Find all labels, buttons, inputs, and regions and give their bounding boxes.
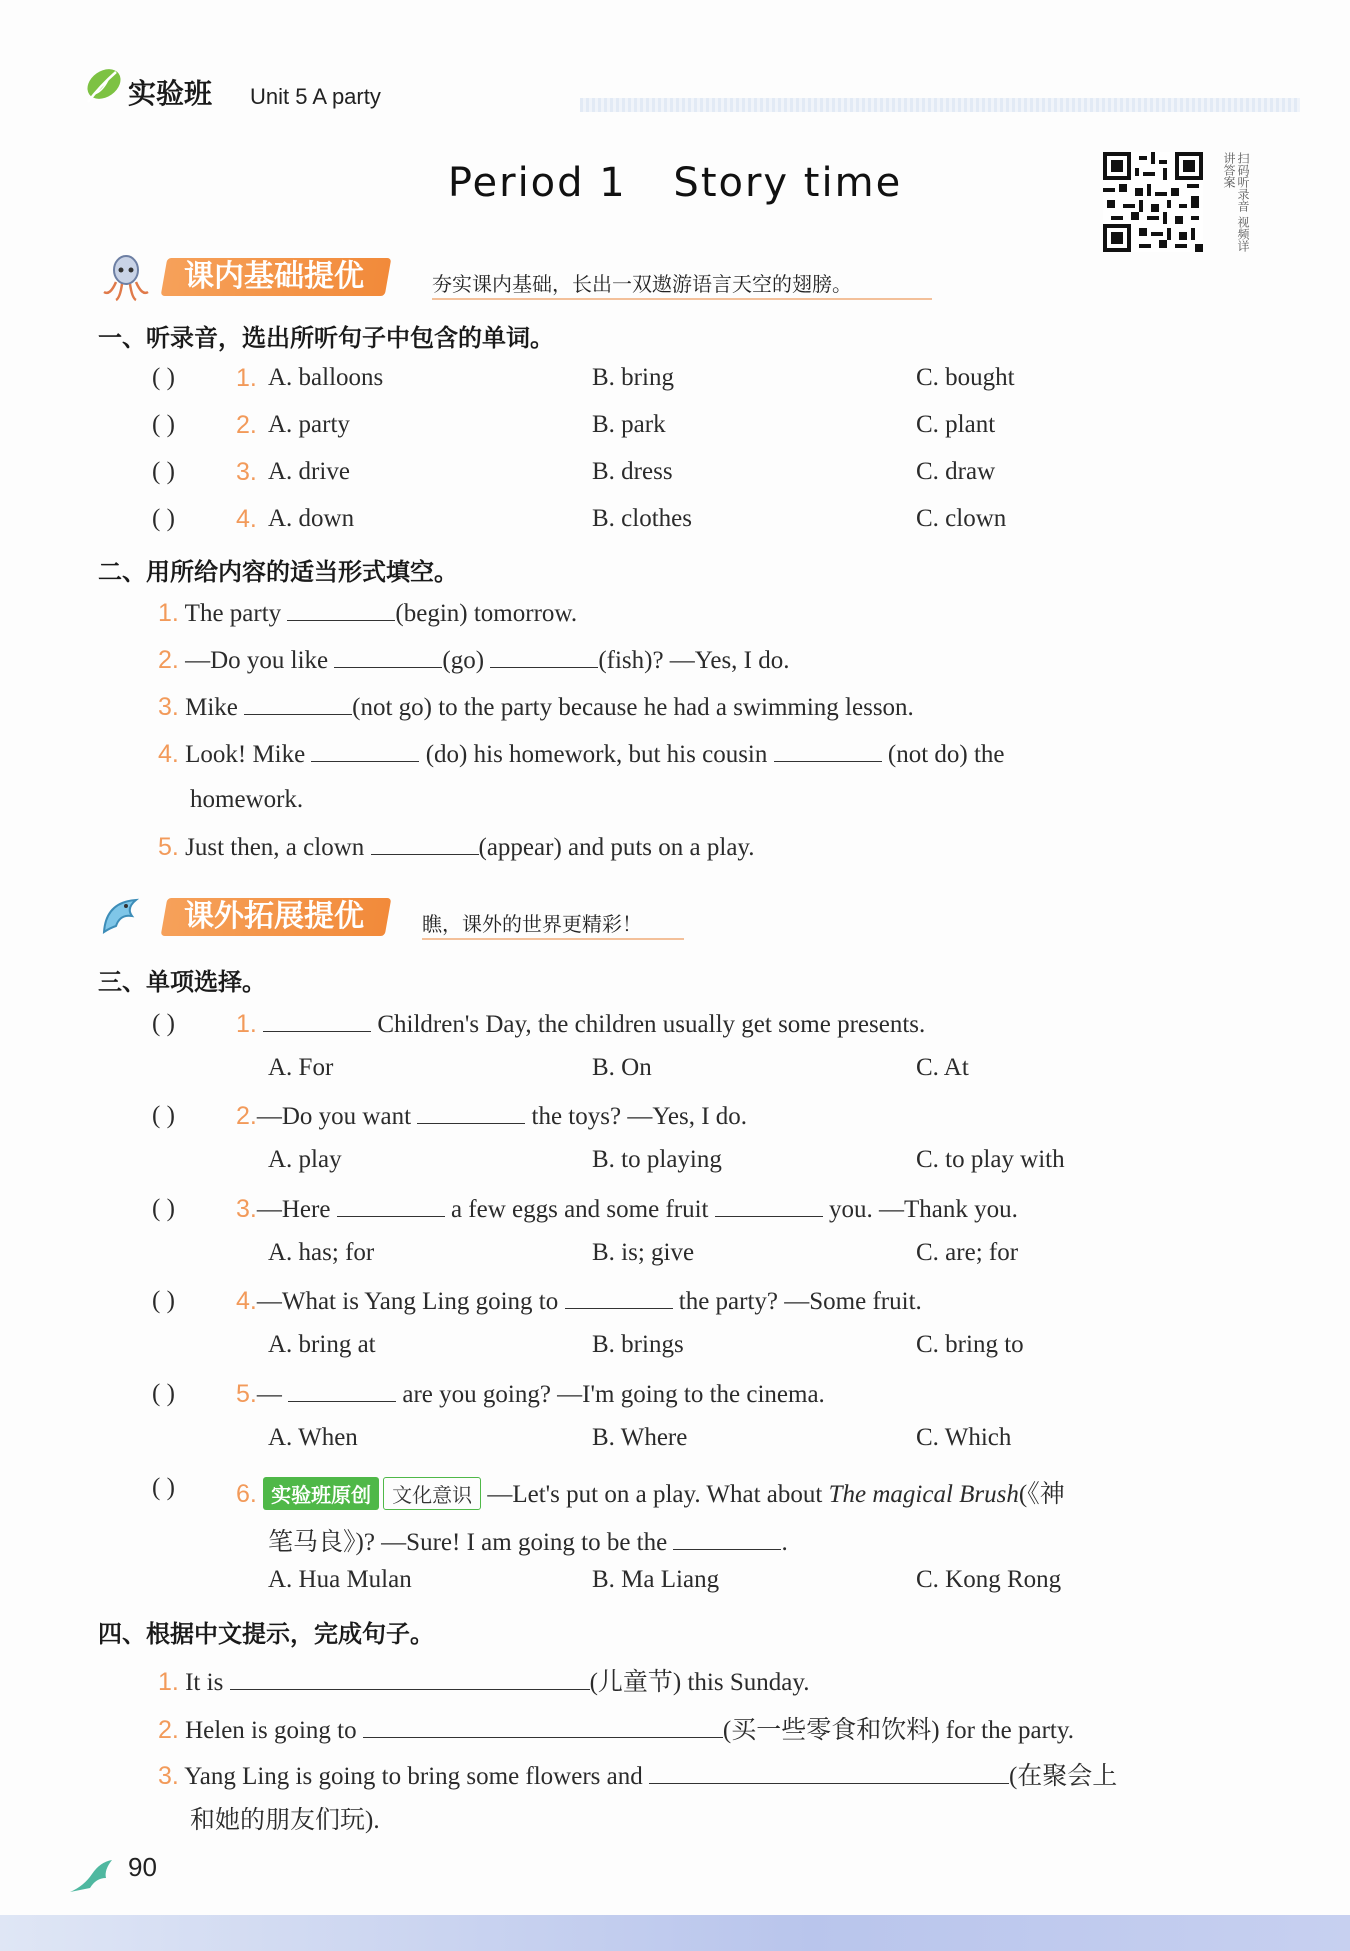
question-heading: 二、用所给内容的适当形式填空。 (98, 558, 458, 586)
question-heading: 三、单项选择。 (98, 968, 266, 996)
fill-sentence: 3. Mike (not go) to the party because he had a swimming lesson. (158, 693, 914, 721)
option-c[interactable]: C. bought (916, 364, 1015, 391)
option-b[interactable]: B. clothes (592, 505, 692, 532)
question-number: 4. (236, 505, 257, 533)
fill-sentence: 4. Look! Mike (do) his homework, but his cousin (not do) the (158, 740, 1005, 768)
question-heading: 四、根据中文提示，完成句子。 (98, 1620, 434, 1648)
fill-sentence: 2. —Do you like (go) (fish)? —Yes, I do. (158, 646, 790, 674)
option-c[interactable]: C. to play with (916, 1146, 1065, 1173)
header-decor-band (580, 98, 1300, 112)
answer-blank[interactable] (417, 1122, 525, 1124)
fill-sentence: 5. Just then, a clown (appear) and puts on a play. (158, 833, 755, 861)
page-number: 90 (128, 1852, 157, 1882)
choice-stem: 5.— are you going? —I'm going to the cinema. (236, 1380, 825, 1408)
question-heading: 一、听录音，选出所听句子中包含的单词。 (98, 324, 554, 352)
answer-blank[interactable] (287, 619, 395, 621)
answer-blank[interactable] (490, 666, 598, 668)
translate-sentence: 1. It is (儿童节) this Sunday. (158, 1668, 810, 1696)
fill-sentence: 1. The party (begin) tomorrow. (158, 599, 578, 627)
section-label: 课内基础提优 (161, 258, 392, 296)
answer-paren[interactable]: ( ) (152, 1380, 175, 1407)
title-period: Period 1 (447, 160, 627, 206)
translate-sentence-continued: 和她的朋友们玩). (190, 1807, 380, 1834)
answer-paren[interactable]: ( ) (152, 1474, 175, 1501)
section-subtitle: 瞧，课外的世界更精彩！ (422, 912, 642, 936)
choice-stem: 4.—What is Yang Ling going to the party? —Some fruit. (236, 1287, 922, 1315)
footer-decor-band (0, 1915, 1350, 1951)
option-c[interactable]: C. Kong Rong (916, 1566, 1062, 1593)
bird-leaf-icon (66, 1856, 116, 1896)
option-a[interactable]: A. Hua Mulan (268, 1566, 412, 1593)
answer-paren[interactable]: ( ) (152, 1287, 175, 1314)
fill-sentence-continued: homework. (190, 786, 304, 813)
answer-blank[interactable] (673, 1548, 781, 1550)
answer-blank[interactable] (363, 1736, 723, 1738)
option-b[interactable]: B. brings (592, 1331, 684, 1358)
answer-blank[interactable] (337, 1215, 445, 1217)
divider (432, 298, 932, 300)
option-c[interactable]: C. clown (916, 505, 1007, 532)
question-number: 2. (236, 411, 257, 439)
option-b[interactable]: B. On (592, 1054, 652, 1081)
answer-paren[interactable]: ( ) (152, 364, 175, 391)
translate-sentence: 2. Helen is going to (买一些零食和饮料) for the party. (158, 1716, 1074, 1744)
dolphin-mascot-icon (96, 892, 156, 944)
answer-paren[interactable]: ( ) (152, 411, 175, 438)
option-c[interactable]: C. bring to (916, 1331, 1024, 1358)
option-c[interactable]: C. Which (916, 1424, 1012, 1451)
original-tag: 实验班原创 (263, 1477, 379, 1510)
culture-tag: 文化意识 (383, 1477, 481, 1510)
option-a[interactable]: A. has; for (268, 1239, 375, 1266)
option-c[interactable]: C. plant (916, 411, 996, 438)
answer-blank[interactable] (288, 1400, 396, 1402)
option-a[interactable]: A. party (268, 411, 350, 438)
option-b[interactable]: B. Ma Liang (592, 1566, 720, 1593)
answer-blank[interactable] (565, 1307, 673, 1309)
question-number: 3. (236, 458, 257, 486)
answer-blank[interactable] (311, 760, 419, 762)
section-label: 课外拓展提优 (161, 898, 392, 936)
section-banner-basic (96, 252, 936, 302)
section-subtitle: 夯实课内基础，长出一双遨游语言天空的翅膀。 (432, 272, 852, 296)
choice-stem: 1. Children's Day, the children usually get some presents. (236, 1010, 926, 1038)
answer-paren[interactable]: ( ) (152, 1195, 175, 1222)
option-a[interactable]: A. When (268, 1424, 358, 1451)
choice-stem: 6. 实验班原创 文化意识 —Let's put on a play. What about The magical Brush(《神 (236, 1474, 1065, 1510)
option-a[interactable]: A. drive (268, 458, 350, 485)
option-b[interactable]: B. Where (592, 1424, 688, 1451)
squid-mascot-icon (96, 252, 156, 304)
choice-stem: 3.—Here a few eggs and some fruit you. —Thank you. (236, 1195, 1018, 1223)
qr-code-icon[interactable] (1103, 152, 1203, 252)
answer-blank[interactable] (263, 1030, 371, 1032)
option-c[interactable]: C. At (916, 1054, 969, 1081)
answer-blank[interactable] (244, 713, 352, 715)
brand-name: 实验班 (128, 77, 213, 110)
answer-blank[interactable] (715, 1215, 823, 1217)
section-banner-extended (96, 892, 696, 942)
option-a[interactable]: A. play (268, 1146, 342, 1173)
page-header (80, 62, 1310, 122)
option-b[interactable]: B. dress (592, 458, 673, 485)
title-story-time: Story time (673, 160, 903, 206)
option-a[interactable]: A. balloons (268, 364, 384, 391)
option-a[interactable]: A. down (268, 505, 355, 532)
answer-blank[interactable] (371, 853, 479, 855)
option-b[interactable]: B. bring (592, 364, 674, 391)
choice-stem-continued: 笔马良》)? —Sure! I am going to be the . (268, 1529, 788, 1556)
divider (422, 938, 684, 940)
choice-stem: 2.—Do you want the toys? —Yes, I do. (236, 1102, 748, 1130)
answer-blank[interactable] (774, 760, 882, 762)
option-a[interactable]: A. For (268, 1054, 334, 1081)
answer-paren[interactable]: ( ) (152, 1102, 175, 1129)
option-b[interactable]: B. is; give (592, 1239, 695, 1266)
unit-title: Unit 5 A party (250, 84, 381, 109)
answer-blank[interactable] (230, 1688, 590, 1690)
option-b[interactable]: B. park (592, 411, 666, 438)
answer-paren[interactable]: ( ) (152, 505, 175, 532)
option-c[interactable]: C. draw (916, 458, 996, 485)
leaf-logo-icon (80, 64, 124, 108)
option-a[interactable]: A. bring at (268, 1331, 376, 1358)
translate-sentence: 3. Yang Ling is going to bring some flowers and (在聚会上 (158, 1762, 1118, 1790)
question-number: 1. (236, 364, 257, 392)
answer-blank[interactable] (649, 1782, 1009, 1784)
option-b[interactable]: B. to playing (592, 1146, 722, 1173)
qr-caption: 扫码听录音 视频详讲答案 (1222, 152, 1250, 252)
option-c[interactable]: C. are; for (916, 1239, 1019, 1266)
answer-blank[interactable] (334, 666, 442, 668)
answer-paren[interactable]: ( ) (152, 1010, 175, 1037)
answer-paren[interactable]: ( ) (152, 458, 175, 485)
